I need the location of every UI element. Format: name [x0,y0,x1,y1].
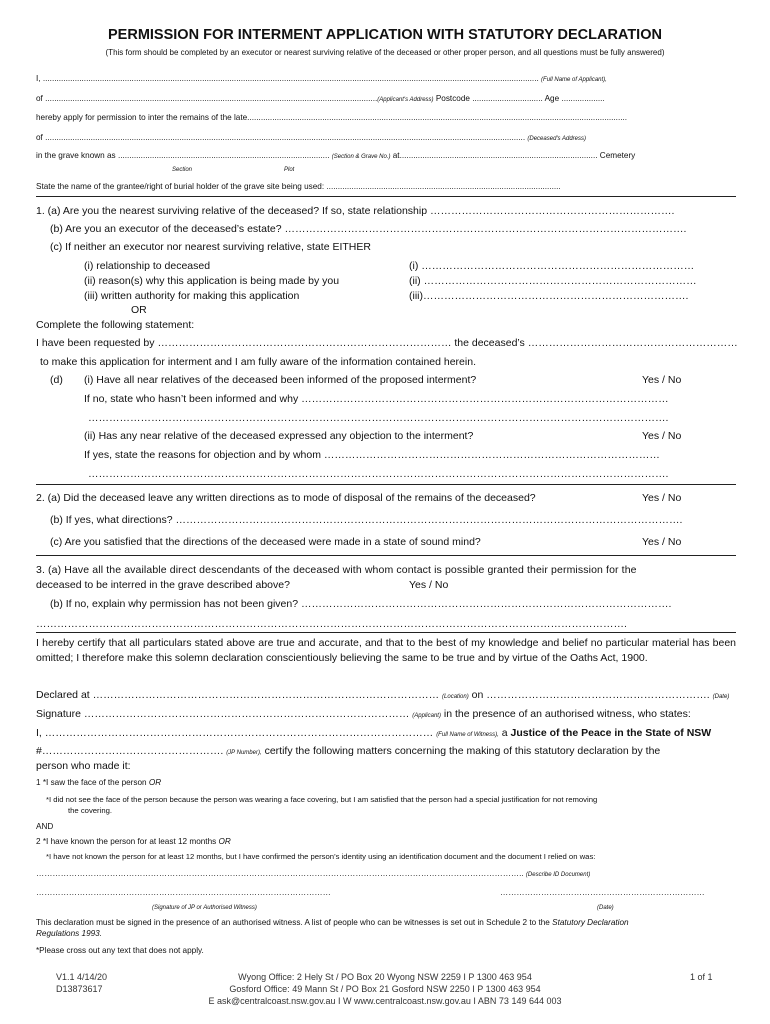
signature-label: Signature [36,708,81,720]
note-witness-text: This declaration must be signed in the presence of an authorised witness. A list of people who can be witnesses is set out in Schedule 2 to the [36,918,550,927]
contact-line: E ask@centralcoast.nsw.gov.au I W www.centralcoast.nsw.gov.au I ABN 73 149 644 003 [208,996,562,1006]
certify-text-2: person who made it: [36,760,131,772]
q1d-i-explain-line[interactable] [84,393,669,405]
deceased-intro: hereby apply for permission to inter the remains of the late [36,113,248,122]
q2b-text: (b) If yes, what directions? [50,514,173,526]
postcode-dots: ............................... [472,94,543,103]
q1-make-application: to make this application for interment and I am fully aware of the information contained herein. [40,356,476,368]
q1d-ii-yesno[interactable]: Yes / No [642,430,682,442]
q1d-label: (d) [50,374,63,386]
q1d-i-extra-line[interactable]: …………………………………………………………………………………………………………………………………………………. [88,412,669,424]
jp-a: a [501,727,508,739]
q1c-i: (i) relationship to deceased [84,260,211,272]
grave-prefix: in the grave known as [36,151,116,160]
q2b-dots: ………………………………………………………………………………………………………………………………. [175,514,683,526]
jp-number-hint: (JP Number), [226,750,262,756]
declaration-paragraph: I hereby certify that all particulars stated above are true and accurate, and that to the best of my knowledge and belief no particular material has been omitted; I therefore make this solemn declaration conscientiously believing the same to be true and by virtue of the Oaths Act, 1900. [36,637,736,664]
q2c-text: (c) Are you satisfied that the directions of the deceased were made in a state of sound mind? [50,536,481,548]
option-2-or: OR [218,837,231,846]
option-2b-text: *I have not known the person for at least 12 months, but I have confirmed the person’s identity using an identification document and the document I relied on was: [46,852,596,861]
address-prefix: of [36,94,43,103]
postcode-label: Postcode [435,94,470,103]
cemetery-label: Cemetery [599,151,636,160]
option-1-or: OR [148,778,162,787]
on-dots: ………………………………………………………. [486,689,710,701]
gosford-office: Gosford Office: 49 Mann St / PO Box 21 Gosford NSW 2250 I P 1300 463 954 [229,984,541,994]
deceased-address-prefix: of [36,133,43,142]
witness-prefix: I, [36,727,42,739]
form-subtitle: (This form should be completed by an executor or nearest surviving relative of the deceased or other proper person, and all questions must be fully answered) [105,48,665,57]
grave-line[interactable] [36,151,635,160]
witness-hint: (Full Name of Witness), [436,732,499,738]
q1-or: OR [131,304,147,316]
grantee-label: State the name of the grantee/right of burial holder of the grave site being used: [36,182,325,191]
deceased-name-line[interactable] [36,113,627,122]
address-dots: .................................................................................................................................................. [45,94,378,103]
jp-number-dots: ……………………………………………. [41,745,224,757]
note-witness [36,918,629,927]
divider-1 [36,196,736,197]
jp-date-line[interactable]: ………………………………………………………………… [500,888,705,897]
deceaseds-text: the deceased’s [454,337,525,349]
q3b-line[interactable] [50,598,671,610]
wyong-office: Wyong Office: 2 Hely St / PO Box 20 Wyong NSW 2259 I P 1300 463 954 [238,972,532,982]
q2b-line[interactable] [50,514,682,526]
id-document-dots: …………………………………………………………………………………………………………………………………………………………….. [36,869,524,878]
name-hint: (Full Name of Applicant), [541,77,607,83]
grantee-dots: ....................................................................................................... [326,182,561,191]
applicant-hint: (Applicant) [412,713,441,719]
q1a-text: 1. (a) Are you the nearest surviving relative of the deceased? If so, state relationship [36,205,428,217]
age-label: Age [544,94,560,103]
jp-hash: # [36,745,42,757]
jp-signature-hint: (Signature of JP or Authorised Witness) [152,905,257,911]
q1-requested-line[interactable] [36,337,738,349]
on-label: on [471,689,484,701]
q3c-line[interactable]: ……………………………………………………………………………………………………………………………………………………. [36,618,627,630]
applicant-address-line[interactable] [36,94,605,103]
signature-line[interactable] [36,708,691,720]
q3b-dots: ……………………………………………………………………………………………. [300,598,672,610]
q1d-ii-text: (ii) Has any near relative of the deceased expressed any objection to the interment? [84,430,474,442]
location-hint: (Location) [442,694,469,700]
note-witness-regulation: Statutory Declaration [552,918,629,927]
q3a-yesno[interactable]: Yes / No [409,579,449,591]
jp-date-hint: (Date) [597,905,614,911]
q1a-dots: ……………………………………………………………. [429,205,675,217]
version-label: V1.1 4/14/20 [56,972,108,982]
requested-by-dots: ………………………………………………………………………… [157,337,452,349]
section-hint: Section [172,167,193,173]
q2c-yesno[interactable]: Yes / No [642,536,682,548]
grantee-line[interactable] [36,182,561,191]
jp-title: Justice of the Peace in the State of NSW [510,727,712,739]
q3a-line2: deceased to be interred in the grave described above? [36,579,290,591]
q1c-i-answer[interactable]: (i) …………………………………………………………………… [409,260,695,272]
q1c-text: (c) If neither an executor nor nearest surviving relative, state EITHER [50,241,371,253]
option-1-text: 1 *I saw the face of the person [36,778,147,787]
option-1-line[interactable] [36,778,161,787]
q1d-ii-extra-line[interactable]: …………………………………………………………………………………………………………………………………………………. [88,468,669,480]
q1-complete: Complete the following statement: [36,319,195,331]
q2a-text: 2. (a) Did the deceased leave any written directions as to mode of disposal of the remains of the deceased? [36,492,536,504]
witness-line[interactable] [36,727,711,739]
q1d-i-explain-text: If no, state who hasn’t been informed and why [84,393,299,405]
q1b-dots: ……………………………………………………………………………………………………. [284,223,687,235]
plot-hint: Plot [284,167,295,173]
jp-number-line[interactable] [36,745,660,757]
q1d-i-text: (i) Have all near relatives of the deceased been informed of the proposed interment? [84,374,477,386]
q1d-ii-explain-line[interactable] [84,449,660,461]
deceased-address-dots: ................................................................................................................................................................................................................... [45,133,526,142]
deceased-address-line[interactable] [36,133,586,142]
option-2-text: 2 *I have known the person for at least 12 months [36,837,217,846]
deceased-dots: ....................................................................................................................................................................... [247,113,628,122]
q3a-line1: 3. (a) Have all the available direct descendants of the deceased with whom contact is possible granted their permission for the [36,564,637,576]
document-id: D13873617 [56,984,103,994]
q1c-ii-answer[interactable]: (ii) …………………………………………………………………… [409,275,697,287]
name-prefix: I, [36,74,41,83]
declared-at-label: Declared at [36,689,90,701]
grave-dots: ............................................................................................. [117,151,330,160]
deceaseds-dots: …………………………………………………… [527,337,738,349]
divider-3 [36,555,736,556]
divider-4 [36,632,736,633]
grave-hint: (Section & Grave No.) [331,154,391,160]
option-2-line[interactable] [36,837,231,846]
q3b-text: (b) If no, explain why permission has not been given? [50,598,299,610]
and-label: AND [36,822,54,831]
declared-at-line[interactable] [36,689,729,701]
q1d-i-explain-dots: …………………………………………………………………………………………… [301,393,669,405]
q1c-iii-answer[interactable]: (iii)…………………………………………………………………. [409,290,689,302]
q1b-text: (b) Are you an executor of the deceased’s estate? [50,223,282,235]
signature-tail: in the presence of an authorised witness, who states: [443,708,691,720]
requested-by-text: I have been requested by [36,337,155,349]
q1d-ii-explain-text: If yes, state the reasons for objection and by whom [84,449,321,461]
q1d-ii-explain-dots: …………………………………………………………………………………… [323,449,660,461]
grave-at: at [392,151,400,160]
date-hint: (Date) [712,694,730,700]
q1c-ii: (ii) reason(s) why this application is being made by you [84,275,340,287]
option-1b-text: *I did not see the face of the person because the person was wearing a face covering, but I am satisfied that the person had a special justification for not removing [46,795,598,804]
deceased-address-hint: (Deceased's Address) [527,136,587,142]
jp-signature-line[interactable]: ……………………………………………………………………………………………… [36,888,331,897]
age-dots: ................... [561,94,605,103]
option-1c-text: the covering. [68,806,113,815]
witness-dots: ………………………………………………………………………………………………… [44,727,434,739]
id-document-line[interactable] [36,869,590,878]
cemetery-dots: ....................................................................................... [399,151,598,160]
q1d-i-yesno[interactable]: Yes / No [642,374,682,386]
q1a-line[interactable] [36,205,674,217]
q1c-iii: (iii) written authority for making this application [84,290,300,302]
applicant-name-line[interactable] [36,74,607,83]
note-regulations-year: Regulations 1993. [36,929,103,938]
name-dots: .......................................................................................................................................................................................................................... [42,74,539,83]
page-number: 1 of 1 [690,972,713,982]
id-document-hint: (Describe ID Document) [525,872,591,878]
q1b-line[interactable] [50,223,686,235]
form-title: PERMISSION FOR INTERMENT APPLICATION WITH STATUTORY DECLARATION [108,27,662,43]
q2a-yesno[interactable]: Yes / No [642,492,682,504]
divider-2 [36,484,736,485]
certify-text: certify the following matters concerning the making of this statutory declaration by the [264,745,661,757]
address-hint: (Applicant's Address) [377,97,434,103]
declared-at-dots: ……………………………………………………………………………………… [92,689,440,701]
note-cross-out: *Please cross out any text that does not apply. [36,946,204,955]
signature-dots: ………………………………………………………………………………… [83,708,410,720]
